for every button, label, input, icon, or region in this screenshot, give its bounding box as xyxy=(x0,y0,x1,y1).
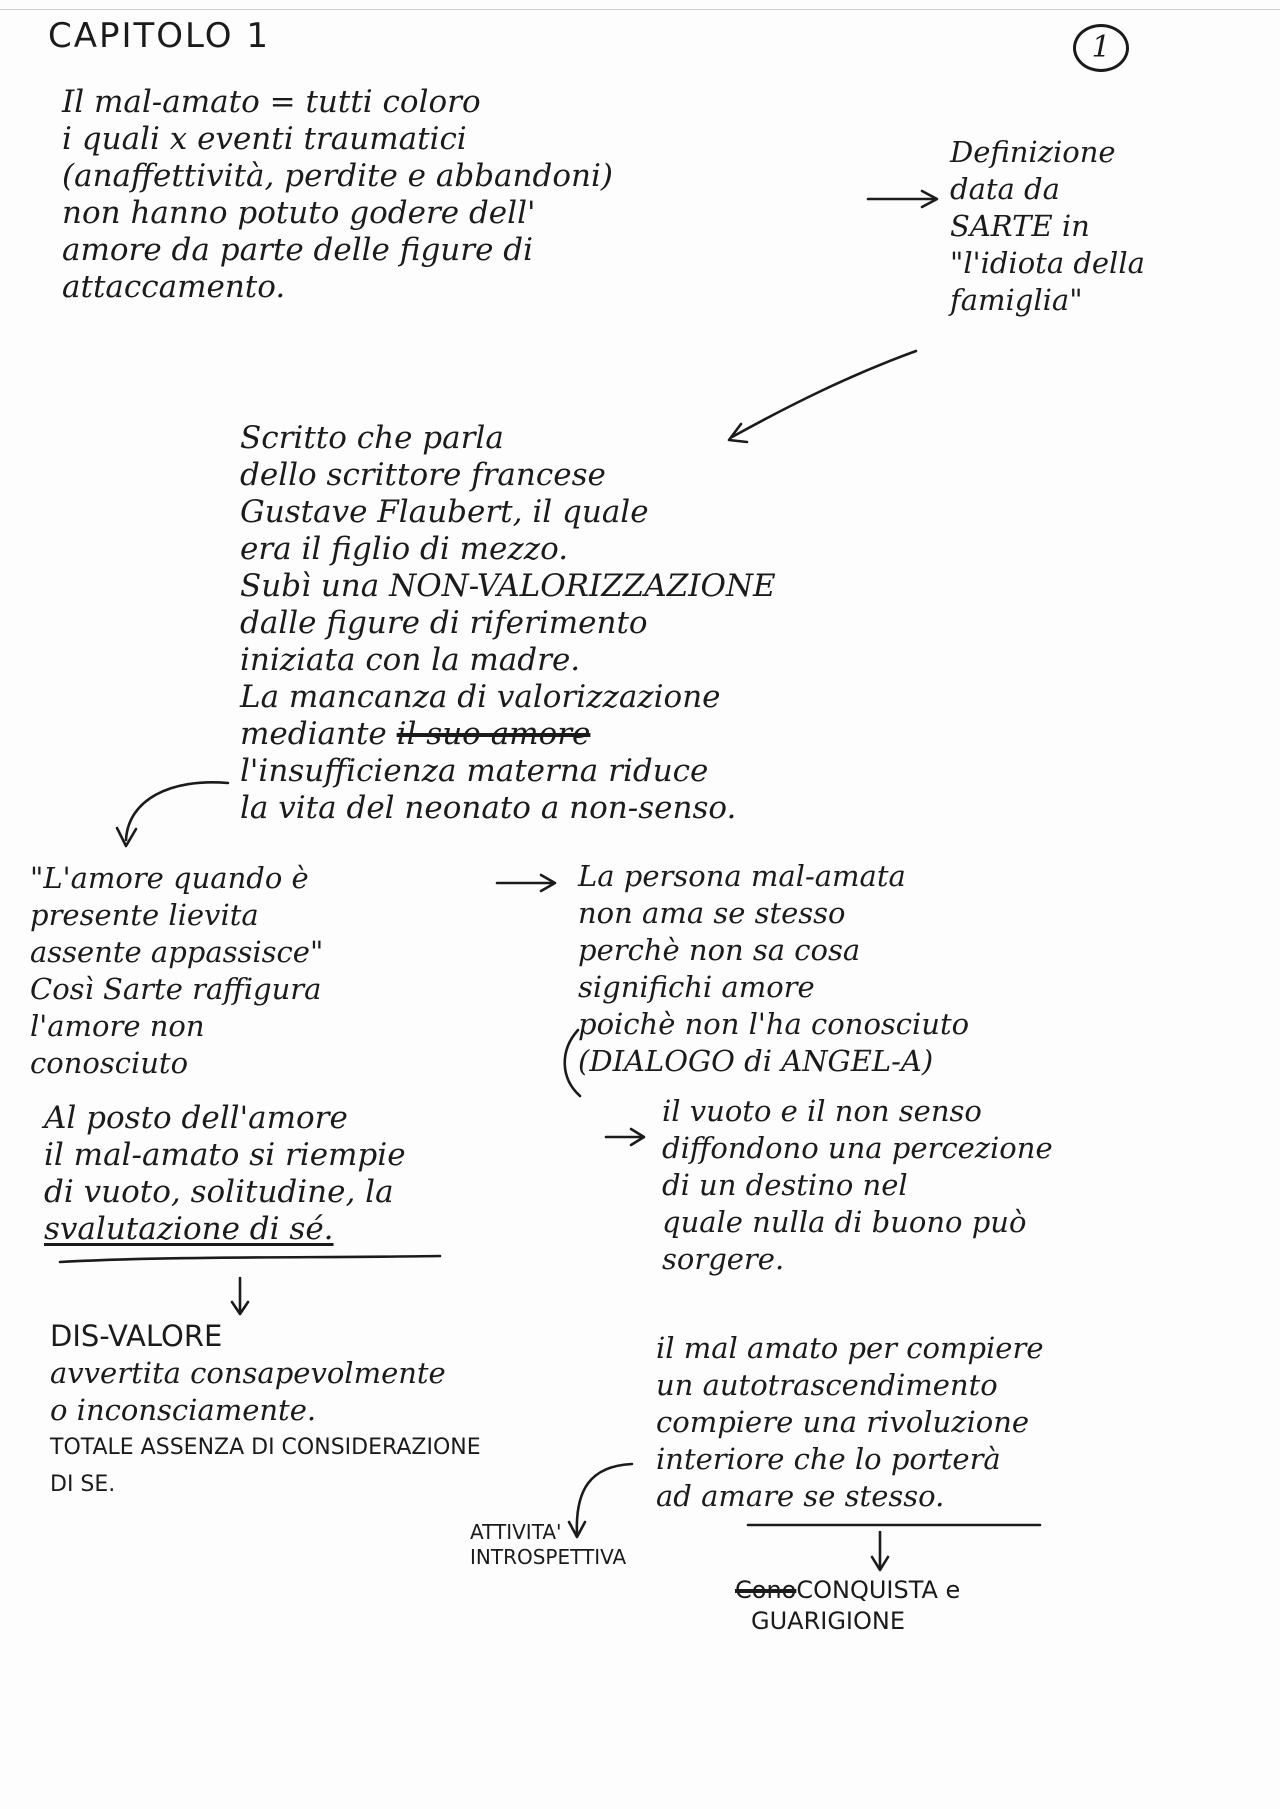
definition-note-line: data da xyxy=(950,172,1060,206)
love-lack-line: (DIALOGO di ANGEL-A) xyxy=(578,1044,934,1078)
mediante-word: mediante xyxy=(240,716,387,752)
void-line: il mal-amato si riempie xyxy=(44,1137,406,1173)
arrow-healing-to-conquest xyxy=(872,1532,888,1570)
void-line: di vuoto, solitudine, la xyxy=(44,1174,394,1210)
page-number-circle: 1 xyxy=(1073,24,1129,72)
struck-out-text: il suo amore xyxy=(396,716,591,752)
intro-line: attaccamento. xyxy=(62,269,286,305)
intro-line: amore da parte delle figure di xyxy=(62,232,534,268)
healing-path-line: interiore che lo porterà xyxy=(656,1442,1001,1476)
intro-line: non hanno potuto godere dell' xyxy=(62,195,536,231)
flaubert-line: Gustave Flaubert, il quale xyxy=(240,494,649,530)
flaubert-line: Subì una NON-VALORIZZAZIONE xyxy=(240,568,776,604)
flaubert-line: iniziata con la madre. xyxy=(240,642,581,678)
introspection-line: ATTIVITA' xyxy=(470,1520,562,1544)
arrow-sartre-to-love-lack xyxy=(497,875,555,891)
flaubert-line: dello scrittore francese xyxy=(240,457,606,493)
flaubert-line: era il figlio di mezzo. xyxy=(240,531,569,567)
arrow-intro-to-definition xyxy=(868,191,937,207)
flaubert-line: la vita del neonato a non-senso. xyxy=(240,790,737,826)
arrow-definition-to-flaubert xyxy=(729,351,916,442)
arrow-flaubert-to-sartre xyxy=(117,782,228,846)
flaubert-line: l'insufficienza materna riduce xyxy=(240,753,709,789)
sartre-quote-line: presente lievita xyxy=(30,898,259,932)
double-underline-void xyxy=(60,1256,440,1262)
disvalue-heading: DIS-VALORE xyxy=(50,1319,223,1353)
meaning-line: quale nulla di buono può xyxy=(662,1205,1027,1239)
definition-note-line: "l'idiota della xyxy=(950,246,1145,280)
intro-line: Il mal-amato = tutti coloro xyxy=(62,84,481,120)
disvalue-caps-line: TOTALE ASSENZA DI CONSIDERAZIONE xyxy=(50,1435,481,1460)
sartre-quote-line: assente appassisce" xyxy=(30,935,324,969)
meaning-line: sorgere. xyxy=(662,1242,785,1276)
healing-path-line: ad amare se stesso. xyxy=(656,1479,945,1513)
love-lack-line: non ama se stesso xyxy=(578,896,846,930)
love-lack-line: significhi amore xyxy=(578,970,815,1004)
disvalue-line: avvertita consapevolmente xyxy=(50,1356,446,1390)
void-underlined-line: svalutazione di sé. xyxy=(44,1211,334,1247)
sartre-quote-line: Così Sarte raffigura xyxy=(30,972,322,1006)
bracket-dialogue-note xyxy=(565,1030,580,1096)
definition-note-line: Definizione xyxy=(950,135,1116,169)
flaubert-line: Scritto che parla xyxy=(240,420,504,456)
void-line: Al posto dell'amore xyxy=(44,1100,348,1136)
sartre-quote-line: l'amore non xyxy=(30,1009,205,1043)
conquest-line: GUARIGIONE xyxy=(751,1607,906,1635)
intro-line: (anaffettività, perdite e abbandoni) xyxy=(62,158,613,194)
meaning-line: diffondono una percezione xyxy=(662,1131,1053,1165)
sartre-quote-line: conosciuto xyxy=(30,1046,189,1080)
love-lack-line: perchè non sa cosa xyxy=(578,933,861,967)
love-lack-line: La persona mal-amata xyxy=(578,859,906,893)
healing-path-line: compiere una rivoluzione xyxy=(656,1405,1030,1439)
disvalue-caps-line: DI SE. xyxy=(50,1472,116,1497)
meaning-line: di un destino nel xyxy=(662,1168,908,1202)
flaubert-line: dalle figure di riferimento xyxy=(240,605,648,641)
healing-path-line: un autotrascendimento xyxy=(656,1368,998,1402)
chapter-title: CAPITOLO 1 xyxy=(48,16,270,56)
arrow-healing-to-introspection xyxy=(569,1464,632,1537)
conquest-word: CONQUISTA e xyxy=(796,1576,961,1604)
arrow-void-to-meaning xyxy=(606,1129,644,1145)
meaning-line: il vuoto e il non senso xyxy=(662,1094,982,1128)
sartre-quote-line: "L'amore quando è xyxy=(30,861,309,895)
definition-note-line: famiglia" xyxy=(950,283,1083,317)
healing-path-line: il mal amato per compiere xyxy=(656,1331,1044,1365)
introspection-line: INTROSPETTIVA xyxy=(470,1545,627,1569)
arrow-void-to-disvalue xyxy=(232,1278,248,1314)
love-lack-line: poichè non l'ha conosciuto xyxy=(578,1007,970,1041)
disvalue-line: o inconsciamente. xyxy=(50,1393,317,1427)
definition-note-line: SARTE in xyxy=(950,209,1090,243)
struck-out-text: Cono xyxy=(735,1576,797,1604)
flaubert-line: La mancanza di valorizzazione xyxy=(240,679,721,715)
intro-line: i quali x eventi traumatici xyxy=(62,121,467,157)
